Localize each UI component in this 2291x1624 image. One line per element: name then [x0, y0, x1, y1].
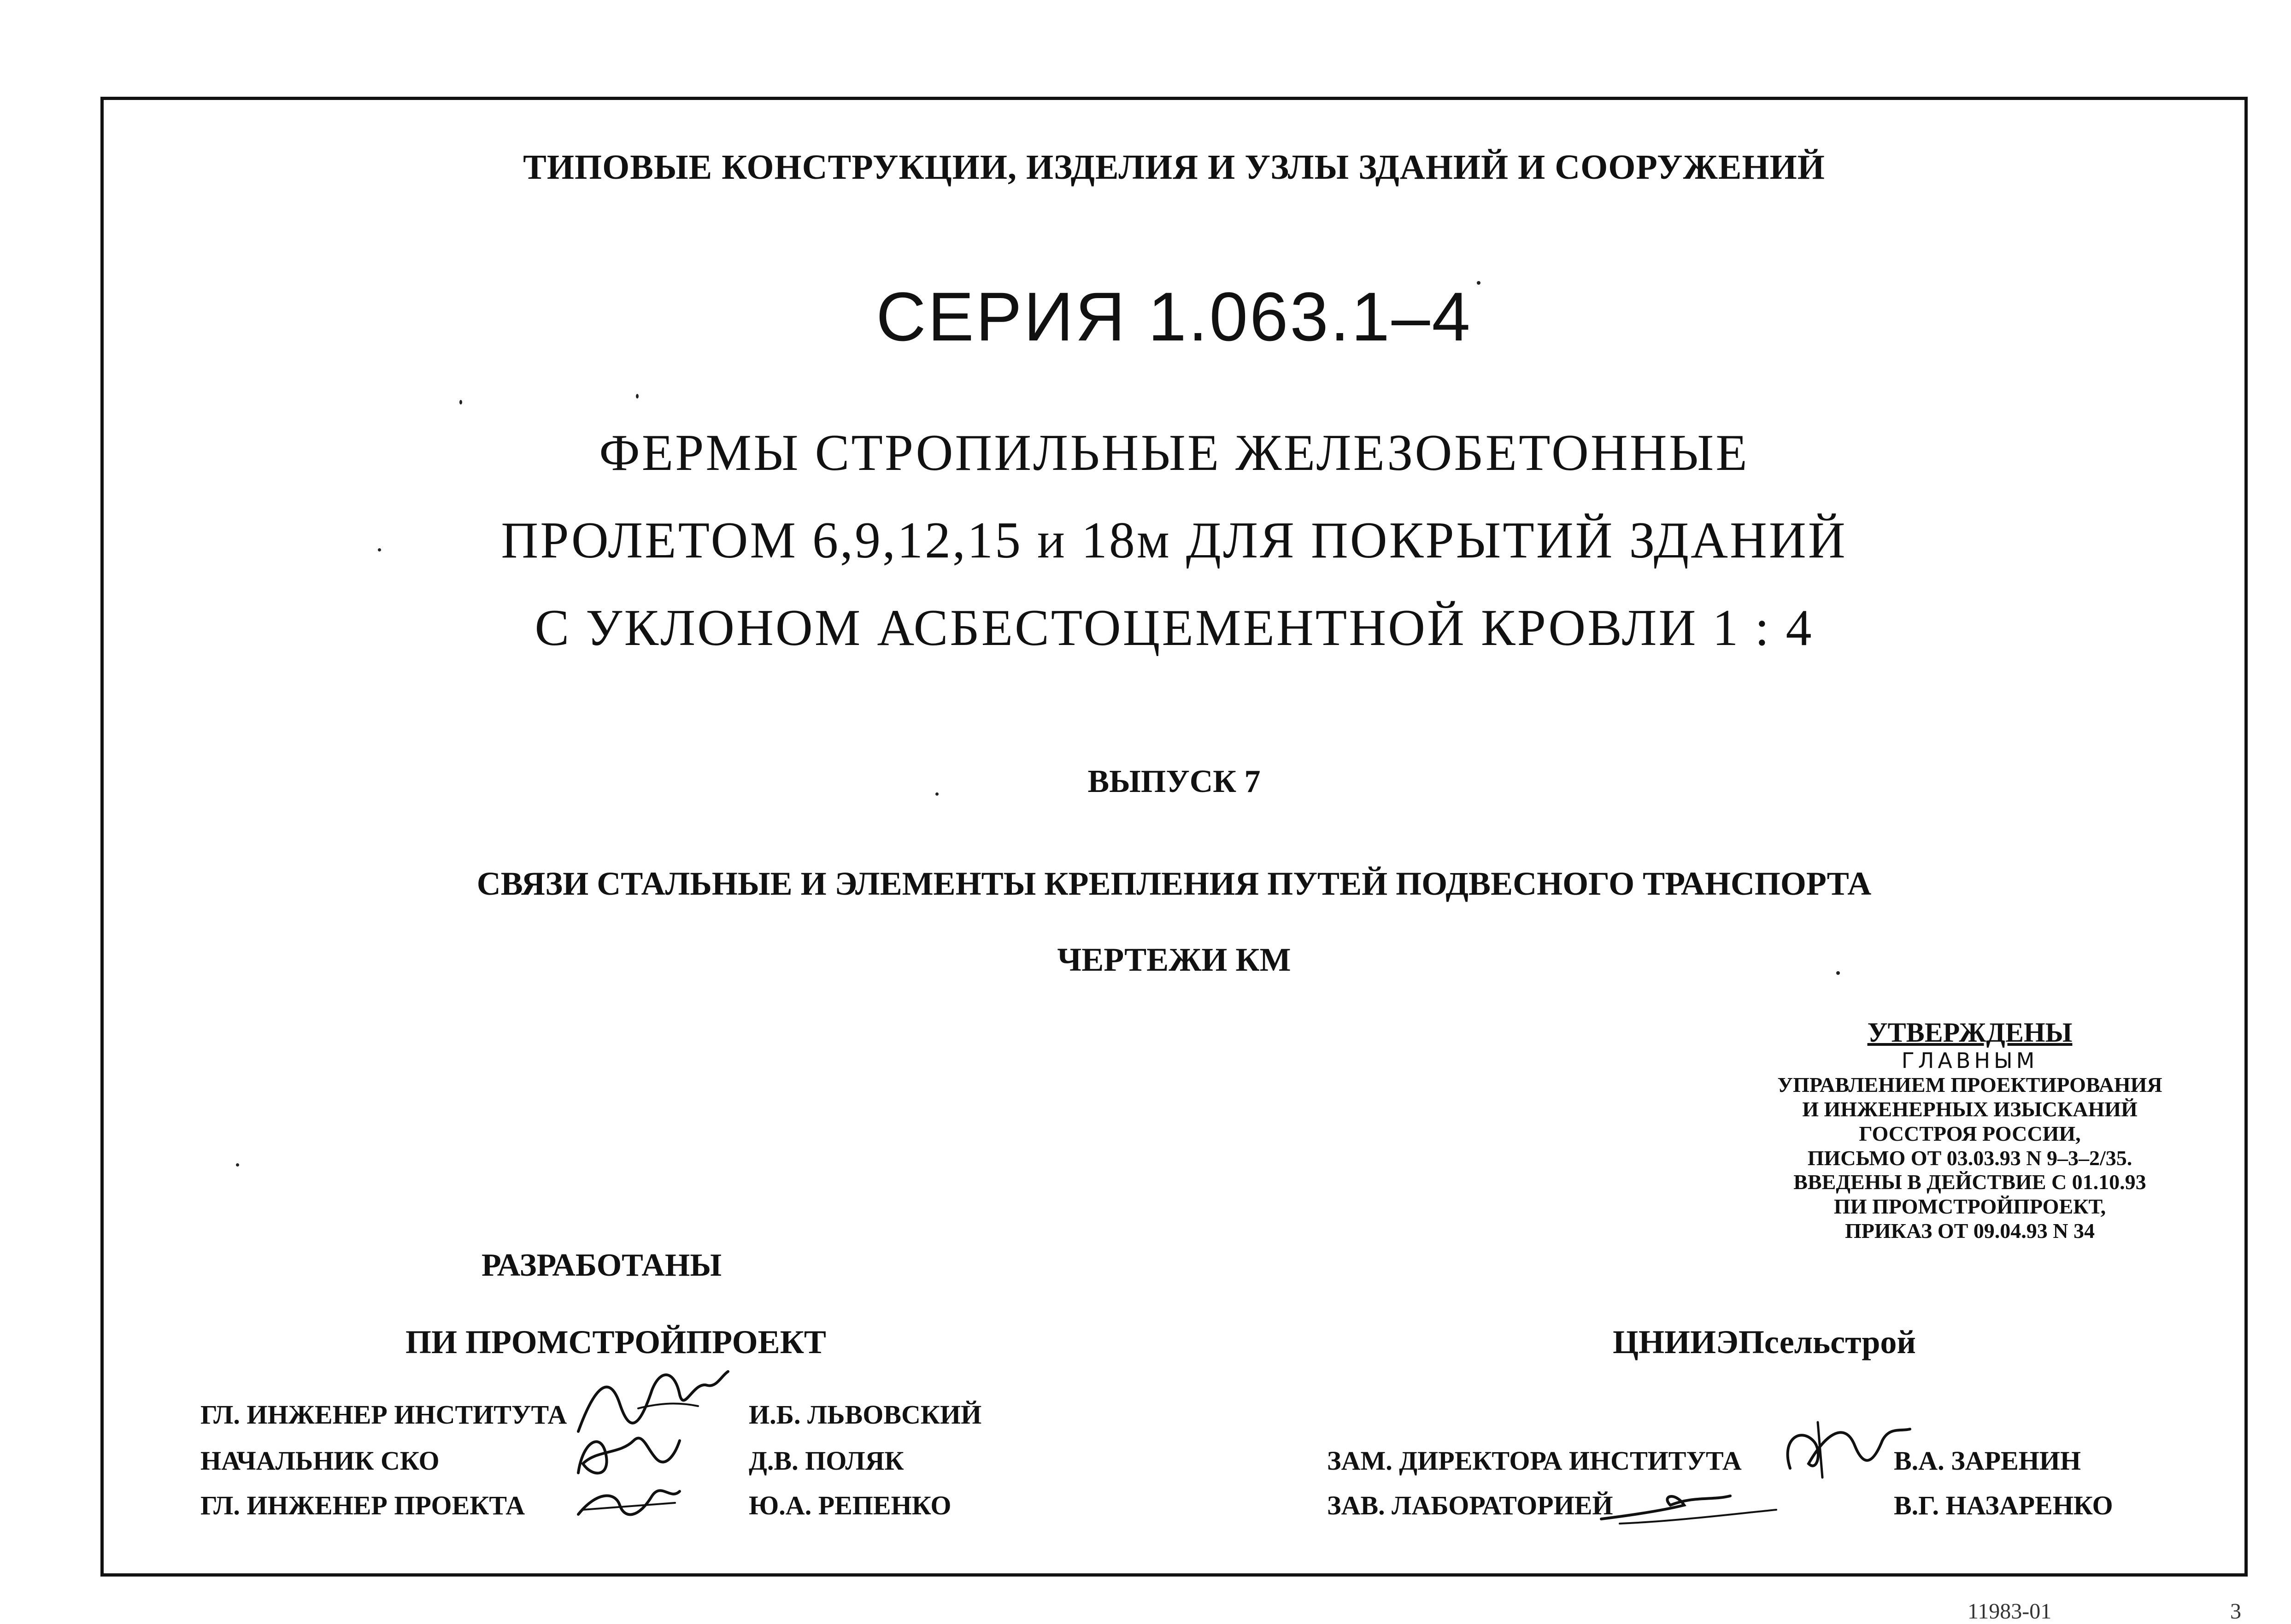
approval-block: [1670, 1017, 2269, 1243]
signature-repenko: [569, 1477, 689, 1528]
signatory-role: ГЛ. ИНЖЕНЕР ПРОЕКТА: [200, 1490, 525, 1520]
signatory-role: ЗАМ. ДИРЕКТОРА ИНСТИТУТА: [1327, 1446, 1742, 1476]
title-sheet-frame: [100, 97, 2248, 1577]
approval-line: ГОССТРОЯ РОССИИ,: [1859, 1121, 2081, 1145]
signatory-name: В.Г. НАЗАРЕНКО: [1894, 1490, 2113, 1520]
scan-speck: [636, 394, 639, 399]
drawings-type: ЧЕРТЕЖИ КМ: [1057, 941, 1291, 978]
signatory-name: В.А. ЗАРЕНИН: [1894, 1446, 2081, 1476]
series-number: СЕРИЯ 1.063.1–4: [876, 278, 1472, 355]
signatory-name: Д.В. ПОЛЯК: [749, 1446, 904, 1476]
approval-line: И ИНЖЕНЕРНЫХ ИЗЫСКАНИЙ: [1802, 1097, 2138, 1121]
scan-speck: [935, 792, 939, 796]
approval-heading: УТВЕРЖДЕНЫ: [1867, 1017, 2073, 1048]
issue-subtitle: СВЯЗИ СТАЛЬНЫЕ И ЭЛЕМЕНТЫ КРЕПЛЕНИЯ ПУТЕЙ ПОДВЕСНОГО ТРАНСПОРТА: [476, 865, 1872, 902]
signatory-role: НАЧАЛЬНИК СКО: [200, 1446, 440, 1476]
document-category: ТИПОВЫЕ КОНСТРУКЦИИ, ИЗДЕЛИЯ И УЗЛЫ ЗДАНИЙ И СООРУЖЕНИЙ: [523, 148, 1825, 187]
title-line-1: ФЕРМЫ СТРОПИЛЬНЫЕ ЖЕЛЕЗОБЕТОННЫЕ: [599, 424, 1749, 481]
approval-line: ПИСЬМО ОТ 03.03.93 N 9–3–2/35.: [1807, 1146, 2132, 1170]
signatory-role: ГЛ. ИНЖЕНЕР ИНСТИТУТА: [200, 1400, 567, 1430]
signature-polyak: [564, 1422, 684, 1482]
approval-line: ПРИКАЗ ОТ 09.04.93 N 34: [1845, 1219, 2095, 1243]
signatory-role: ЗАВ. ЛАБОРАТОРИЕЙ: [1327, 1490, 1613, 1520]
title-line-2: ПРОЛЕТОМ 6,9,12,15 и 18м ДЛЯ ПОКРЫТИЙ ЗДАНИЙ: [501, 512, 1847, 569]
scan-speck: [1477, 281, 1480, 285]
right-organization: ЦНИИЭПсельстрой: [1613, 1324, 1916, 1360]
issue-label: ВЫПУСК 7: [1087, 764, 1261, 799]
left-organization: ПИ ПРОМСТРОЙПРОЕКТ: [405, 1324, 826, 1360]
scan-speck: [459, 400, 462, 405]
sheet-number: 3: [2230, 1599, 2241, 1624]
approval-line: ВВЕДЕНЫ В ДЕЙСТВИЕ С 01.10.93: [1793, 1170, 2146, 1194]
approval-line: ПИ ПРОМСТРОЙПРОЕКТ,: [1833, 1195, 2106, 1219]
approval-line: УПРАВЛЕНИЕМ ПРОЕКТИРОВАНИЯ: [1777, 1073, 2162, 1096]
title-line-3: С УКЛОНОМ АСБЕСТОЦЕМЕНТНОЙ КРОВЛИ 1 : 4: [535, 599, 1814, 657]
scan-speck: [378, 548, 381, 551]
developed-by-label: РАЗРАБОТАНЫ: [482, 1248, 722, 1283]
signature-zarenin: [1772, 1413, 1919, 1482]
sheet-code: 11983-01: [1968, 1599, 2052, 1624]
scan-speck: [236, 1163, 239, 1167]
signature-nazarenko: [1592, 1477, 1786, 1528]
approval-handwritten: ГЛАВНЫМ: [1901, 1048, 2038, 1073]
signatory-name: Ю.А. РЕПЕНКО: [749, 1490, 952, 1520]
scan-speck: [1836, 971, 1840, 975]
signatory-name: И.Б. ЛЬВОВСКИЙ: [749, 1400, 982, 1430]
